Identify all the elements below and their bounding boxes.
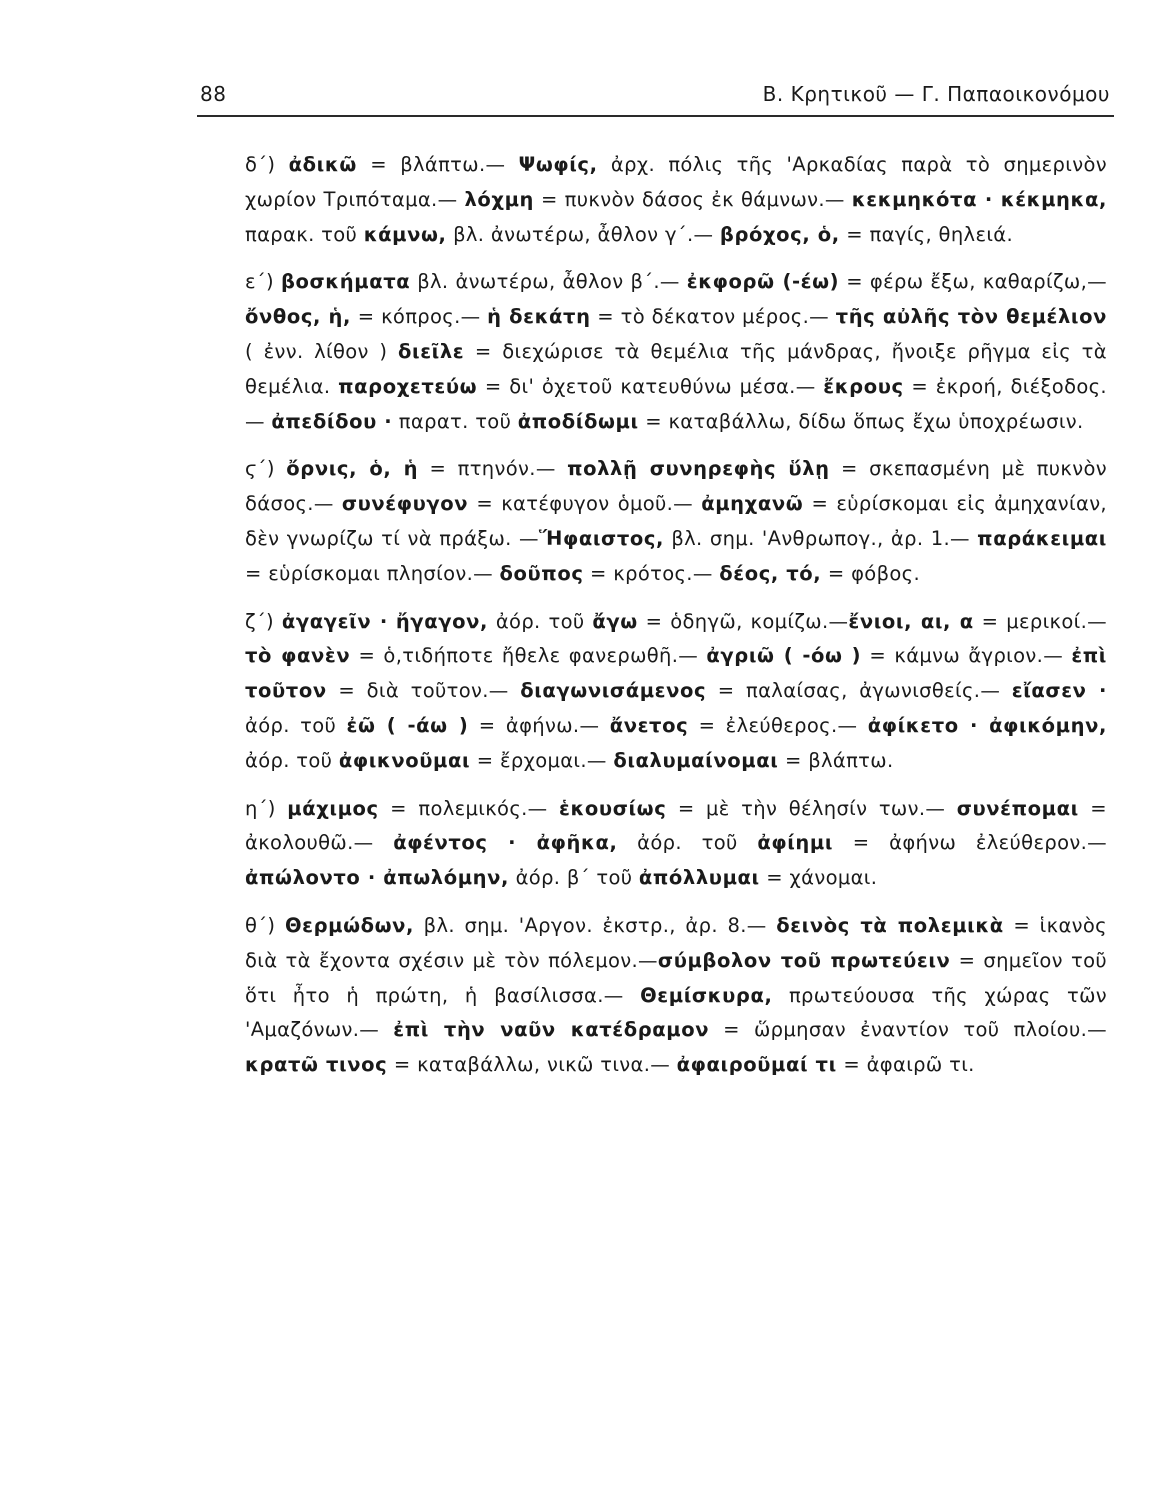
section-paragraph — [245, 265, 1107, 439]
glossary-term: ἄγω — [592, 609, 638, 633]
section-paragraph — [245, 452, 1107, 591]
glossary-definition: = ἱκανὸς διὰ τὰ ἔχοντα σχέσιν μὲ τὸν πόλεμον.— — [245, 913, 1107, 972]
glossary-term: Ἥφαιστος, — [538, 526, 665, 550]
glossary-definition: = εὑρίσκομαι εἰς ἀμηχανίαν, δὲν γνωρίζω τί νὰ πράξω. — — [245, 492, 1107, 550]
section-content — [245, 457, 1107, 584]
glossary-term: συνέπομαι — [956, 796, 1079, 820]
section-epsilon — [245, 265, 1107, 439]
glossary-term: κάμνω, — [363, 222, 447, 246]
section-paragraph — [245, 792, 1107, 896]
glossary-term: Θεμίσκυρα, — [640, 983, 773, 1007]
glossary-term: ἡ δεκάτη — [487, 305, 591, 329]
glossary-term: τῆς αὐλῆς τὸν θεμέλιον — [835, 305, 1108, 329]
glossary-definition: βλ. ἀνωτέρω, ἆθλον β΄.— — [410, 270, 687, 294]
glossary-term: ὄνθος, ἡ, — [245, 305, 352, 329]
glossary-definition: = πτηνόν.— — [418, 457, 568, 481]
glossary-definition: ἀρχ. πόλις τῆς 'Αρκαδίας παρὰ τὸ σημερινὸν χωρίον Τριπόταμα.— — [245, 153, 1107, 211]
glossary-term: σύμβολον τοῦ πρωτεύειν — [657, 948, 951, 972]
glossary-term: Ψωφίς, — [518, 153, 598, 176]
glossary-definition: = παλαίσας, ἀγωνισθείς.— — [706, 679, 1012, 703]
glossary-term: ἀπόλλυμαι — [638, 866, 760, 890]
glossary-term: ἀφίκετο · ἀφικόμην, — [867, 713, 1108, 737]
glossary-definition: = κρότος.— — [583, 561, 720, 585]
section-content — [245, 270, 1107, 432]
glossary-term: μάχιμος — [287, 796, 379, 820]
glossary-term: ἔνιοι, αι, α — [848, 609, 974, 633]
glossary-definition: = μὲ τὴν θέλησίν των.— — [666, 796, 957, 820]
glossary-term: διαλυμαίνομαι — [613, 748, 779, 772]
glossary-definition: = ἀφαιρῶ τι. — [836, 1053, 975, 1077]
section-marker: ε΄) — [245, 270, 274, 294]
glossary-term: ἀμηχανῶ — [701, 492, 804, 516]
section-zeta — [245, 605, 1107, 779]
glossary-term: ἄνετος — [609, 713, 689, 737]
glossary-term: παράκειμαι — [977, 526, 1107, 550]
glossary-definition: = ὁδηγῶ, κομίζω.— — [637, 609, 849, 633]
section-marker: ϛ΄) — [245, 457, 275, 481]
section-marker: η΄) — [245, 796, 276, 820]
glossary-term: ἀφίημι — [757, 831, 834, 855]
glossary-definition: = παγίς, θηλειά. — [839, 222, 1014, 246]
page-header — [197, 82, 1114, 112]
glossary-definition: ἀόρ. β΄ τοῦ — [509, 866, 639, 890]
glossary-term: ἀγριῶ ( -όω ) — [706, 644, 862, 668]
glossary-definition: = ἐκροή, διέξοδος.— — [245, 374, 1107, 433]
section-paragraph — [245, 909, 1107, 1083]
glossary-term: παροχετεύω — [338, 374, 478, 398]
glossary-definition: ( ἐνν. λίθον ) — [245, 339, 399, 363]
glossary-term: ἀπώλοντο · ἀπωλόμην, — [245, 866, 510, 890]
glossary-definition: = πυκνὸν δάσος ἐκ θάμνων.— — [534, 187, 852, 211]
glossary-definition: = καταβάλλω, δίδω ὅπως ἔχω ὑποχρέωσιν. — [638, 409, 1084, 433]
glossary-term: δοῦπος — [499, 561, 584, 585]
section-theta — [245, 909, 1107, 1083]
glossary-term: δέος, τό, — [719, 561, 822, 585]
glossary-definition: = ἀκολουθῶ.— — [245, 796, 1107, 855]
section-paragraph — [245, 148, 1107, 252]
glossary-definition: = φέρω ἔξω, καθαρίζω,— — [839, 270, 1107, 294]
glossary-definition: = ἀφήνω ἐλεύθερον.— — [833, 831, 1107, 855]
glossary-definition: = βλάπτω. — [778, 748, 894, 772]
glossary-term: διαγωνισάμενος — [520, 679, 707, 703]
glossary-definition: = φόβος. — [821, 561, 921, 585]
glossary-body — [245, 148, 1107, 1096]
glossary-definition: παρατ. τοῦ — [392, 409, 518, 433]
section-eta — [245, 792, 1107, 896]
glossary-definition: = τὸ δέκατον μέρος.— — [590, 305, 836, 329]
glossary-term: ἀγαγεῖν · — [281, 609, 388, 633]
glossary-term: τὸ φανὲν — [245, 644, 351, 668]
glossary-term: ἔκρους — [823, 374, 904, 398]
glossary-term: ἀφικνοῦμαι — [338, 748, 471, 772]
glossary-definition: = κάμνω ἄγριον.— — [861, 644, 1072, 668]
glossary-term: βρόχος, ὁ, — [719, 222, 840, 246]
glossary-definition: = ὥρμησαν ἐναντίον τοῦ πλοίου.— — [709, 1018, 1107, 1042]
glossary-definition: = δι' ὀχετοῦ κατευθύνω μέσα.— — [477, 374, 824, 398]
glossary-definition: = κατέφυγον ὁμοῦ.— — [468, 492, 702, 516]
glossary-definition: ἀόρ. τοῦ — [487, 609, 593, 633]
glossary-term: ἀπεδίδου · — [271, 409, 393, 433]
glossary-definition: = σημεῖον τοῦ ὅτι ἦτο ἡ πρώτη, ἡ βασίλισσα.— — [245, 948, 1108, 1007]
section-marker: ζ΄) — [245, 609, 275, 633]
glossary-term: ἐῶ ( -άω ) — [346, 713, 469, 737]
glossary-term: ἐκφορῶ (-έω) — [686, 270, 840, 294]
glossary-definition: = ἐλεύθερος.— — [688, 713, 868, 737]
glossary-term: ἐπὶ τοῦτον — [245, 644, 1107, 703]
glossary-term: ἀδικῶ — [288, 153, 357, 176]
glossary-definition: = ἀφήνω.— — [468, 713, 610, 737]
glossary-term: πολλῇ συνηρεφὴς ὕλῃ — [567, 457, 830, 481]
section-content — [245, 610, 1107, 772]
glossary-term: ἤγαγον, — [395, 609, 488, 633]
glossary-term: εἴασεν · — [1011, 679, 1107, 703]
glossary-definition: πρωτεύουσα τῆς χώρας τῶν 'Αμαζόνων.— — [245, 983, 1107, 1042]
glossary-definition: = κόπρος.— — [351, 305, 488, 329]
glossary-definition: = ὁ,τιδήποτε ἤθελε φανερωθῆ.— — [350, 644, 707, 668]
glossary-term: κεκμηκότα · κέκμηκα, — [851, 187, 1107, 211]
section-paragraph — [245, 605, 1107, 779]
glossary-definition: = βλάπτω.— — [356, 153, 519, 176]
glossary-definition: = μερικοί.— — [973, 609, 1107, 633]
glossary-term: δεινὸς τὰ πολεμικὰ — [776, 913, 1004, 937]
running-head: Β. Κρητικοῦ — Γ. Παπαοικονόμου — [762, 82, 1110, 106]
glossary-term: ἀποδίδωμι — [517, 409, 639, 433]
glossary-definition: = καταβάλλω, νικῶ τινα.— — [387, 1053, 677, 1077]
glossary-term: ἀφέντος · ἀφῆκα, — [393, 831, 618, 855]
glossary-definition: παρακ. τοῦ — [245, 222, 364, 246]
glossary-term: κρατῶ τινος — [245, 1053, 388, 1077]
glossary-definition: βλ. σημ. 'Ανθρωπογ., ἀρ. 1.— — [664, 526, 978, 550]
glossary-definition: ἀόρ. τοῦ — [245, 713, 347, 737]
glossary-definition: = πολεμικός.— — [378, 796, 560, 820]
glossary-definition: = διὰ τοῦτον.— — [326, 679, 521, 703]
section-marker: θ΄) — [245, 913, 276, 937]
glossary-definition: = εὑρίσκομαι πλησίον.— — [245, 561, 500, 585]
page-number: 88 — [200, 82, 227, 106]
glossary-term: συνέφυγον — [341, 492, 469, 516]
section-marker: δ΄) — [245, 153, 276, 176]
section-delta — [245, 148, 1107, 252]
header-rule — [197, 115, 1114, 117]
glossary-term: βοσκήματα — [280, 270, 411, 294]
glossary-term: διεῖλε — [398, 339, 465, 363]
glossary-definition: ἀόρ. τοῦ — [245, 748, 339, 772]
glossary-definition: ἀόρ. τοῦ — [617, 831, 758, 855]
glossary-definition: = διεχώρισε τὰ θεμέλια τῆς μάνδρας, ἤνοιξε ρῆγμα εἰς τὰ θεμέλια. — [245, 339, 1107, 398]
section-stigma — [245, 452, 1107, 591]
glossary-definition: = ἔρχομαι.— — [470, 748, 614, 772]
glossary-definition: = σκεπασμένη μὲ πυκνὸν δάσος.— — [245, 457, 1108, 516]
glossary-term: ἐπὶ τὴν ναῦν κατέδραμον — [393, 1018, 710, 1042]
section-content — [245, 914, 1107, 1076]
glossary-term: ὄρνις, ὁ, ἡ — [286, 457, 419, 481]
glossary-definition: = χάνομαι. — [759, 866, 878, 890]
section-content — [245, 153, 1107, 246]
glossary-term: ἀφαιροῦμαί τι — [676, 1053, 837, 1077]
glossary-term: λόχμη — [464, 187, 534, 211]
glossary-definition: βλ. σημ. 'Αργον. ἐκστρ., ἀρ. 8.— — [414, 913, 777, 937]
glossary-term: ἑκουσίως — [559, 796, 667, 820]
glossary-term: Θερμώδων, — [284, 913, 415, 937]
section-content — [245, 797, 1107, 890]
glossary-definition — [388, 610, 396, 633]
glossary-definition: βλ. ἀνωτέρω, ἆθλον γ΄.— — [446, 222, 720, 246]
